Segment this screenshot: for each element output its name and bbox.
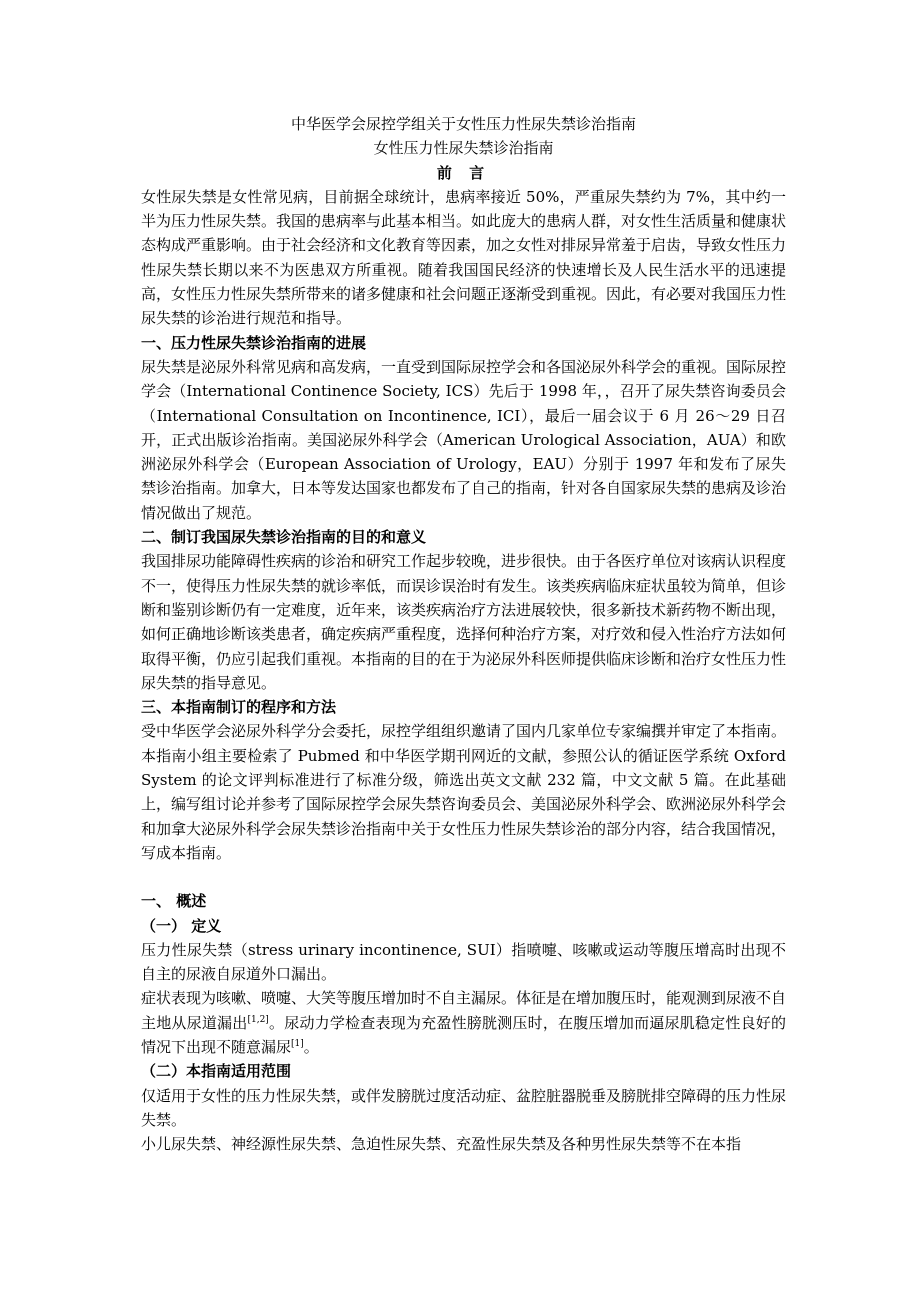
scope-heading: （二）本指南适用范围	[141, 1062, 292, 1081]
document-body	[141, 112, 786, 1156]
citation-ref: [1]	[291, 1038, 304, 1049]
definition-heading: （一） 定义	[141, 916, 222, 935]
section3-paragraph-2: 本指南小组主要检索了 Pubmed 和中华医学期刊网近的文献，参照公认的循证医学系统 Oxford System 的论文评判标准进行了标准分级，筛选出英文文献 232 篇，中文文献 5 篇。在此基础上，编写组讨论并参考了国际尿控学会尿失禁咨询委员会、美国泌尿外科学会、欧洲泌尿外科学会和加拿大泌尿外科学会尿失禁诊治指南中关于女性压力性尿失禁诊治的部分内容，结合我国情况，写成本指南。	[141, 746, 787, 862]
definition-text-a: 症状表现为咳嗽、喷嚏、大笑等腹压增加时不自主漏尿。体征是在增加腹压时，能观测到尿液不自主地从尿道漏出	[141, 989, 787, 1032]
definition-text-c: 。	[303, 1037, 319, 1056]
section2-paragraph: 我国排尿功能障碍性疾病的诊治和研究工作起步较晚，进步很快。由于各医疗单位对该病认识程度不一，使得压力性尿失禁的就诊率低，而误诊误治时有发生。该类疾病临床症状虽较为简单，但诊断和鉴别诊断仍有一定难度，近年来，该类疾病治疗方法进展较快，很多新技术新药物不断出现，如何正确地诊断该类患者，确定疾病严重程度，选择何种治疗方案，对疗效和侵入性治疗方法如何取得平衡，仍应引起我们重视。本指南的目的在于为泌尿外科医师提供临床诊断和治疗女性压力性尿失禁的指导意见。	[141, 552, 787, 692]
blank-line	[141, 865, 786, 889]
section3-paragraph-1: 受中华医学会泌尿外科学分会委托，尿控学组组织邀请了国内几家单位专家编撰并审定了本指南。	[141, 722, 787, 741]
definition-text-b: 。尿动力学检查表现为充盈性膀胱测压时，在腹压增加而逼尿肌稳定性良好的情况下出现不随意漏尿	[141, 1013, 786, 1056]
section1-paragraph: 尿失禁是泌尿外科常见病和高发病，一直受到国际尿控学会和各国泌尿外科学会的重视。国际尿控学会（International Continence Society, ICS）先后于 1998 年，，召开了尿失禁咨询委员会（International Consultation on Incontinence, ICI），最后一届会议于 6 月 26～29 日召开，正式出版诊治指南。美国泌尿外科学会（American Urological Association，AUA）和欧洲泌尿外科学会（European Association of Urology，EAU）分别于 1997 年和发布了尿失禁诊治指南。加拿大，日本等发达国家也都发布了自己的指南，针对各自国家尿失禁的患病及诊治情况做出了规范。	[141, 357, 787, 522]
scope-paragraph-2: 小儿尿失禁、神经源性尿失禁、急迫性尿失禁、充盈性尿失禁及各种男性尿失禁等不在本指	[141, 1135, 742, 1154]
preface-heading: 前 言	[436, 163, 491, 182]
overview-heading: 一、 概述	[141, 892, 207, 911]
definition-paragraph-1: 压力性尿失禁（stress urinary incontinence, SUI）指喷嚏、咳嗽或运动等腹压增高时出现不自主的尿液自尿道外口漏出。	[141, 940, 786, 984]
preface-paragraph: 女性尿失禁是女性常见病，目前据全球统计，患病率接近 50%，严重尿失禁约为 7%，其中约一半为压力性尿失禁。我国的患病率与此基本相当。如此庞大的患病人群，对女性生活质量和健康状态构成严重影响。由于社会经济和文化教育等因素，加之女性对排尿异常羞于启齿，导致女性压力性尿失禁长期以来不为医患双方所重视。随着我国国民经济的快速增长及人民生活水平的迅速提高，女性压力性尿失禁所带来的诸多健康和社会问题正逐渐受到重视。因此，有必要对我国压力性尿失禁的诊治进行规范和指导。	[141, 187, 787, 328]
section1-heading: 一、压力性尿失禁诊治指南的进展	[141, 333, 367, 352]
scope-paragraph-1: 仅适用于女性的压力性尿失禁，或伴发膀胱过度活动症、盆腔脏器脱垂及膀胱排空障碍的压力性尿失禁。	[141, 1086, 787, 1129]
section3-heading: 三、本指南制订的程序和方法	[141, 698, 337, 717]
definition-paragraph-2	[141, 986, 786, 1059]
citation-ref: [1,2]	[247, 1014, 269, 1025]
document-title: 中华医学会尿控学组关于女性压力性尿失禁诊治指南	[290, 115, 636, 133]
document-subtitle: 女性压力性尿失禁诊治指南	[373, 139, 554, 158]
section2-heading: 二、制订我国尿失禁诊治指南的目的和意义	[141, 528, 427, 547]
